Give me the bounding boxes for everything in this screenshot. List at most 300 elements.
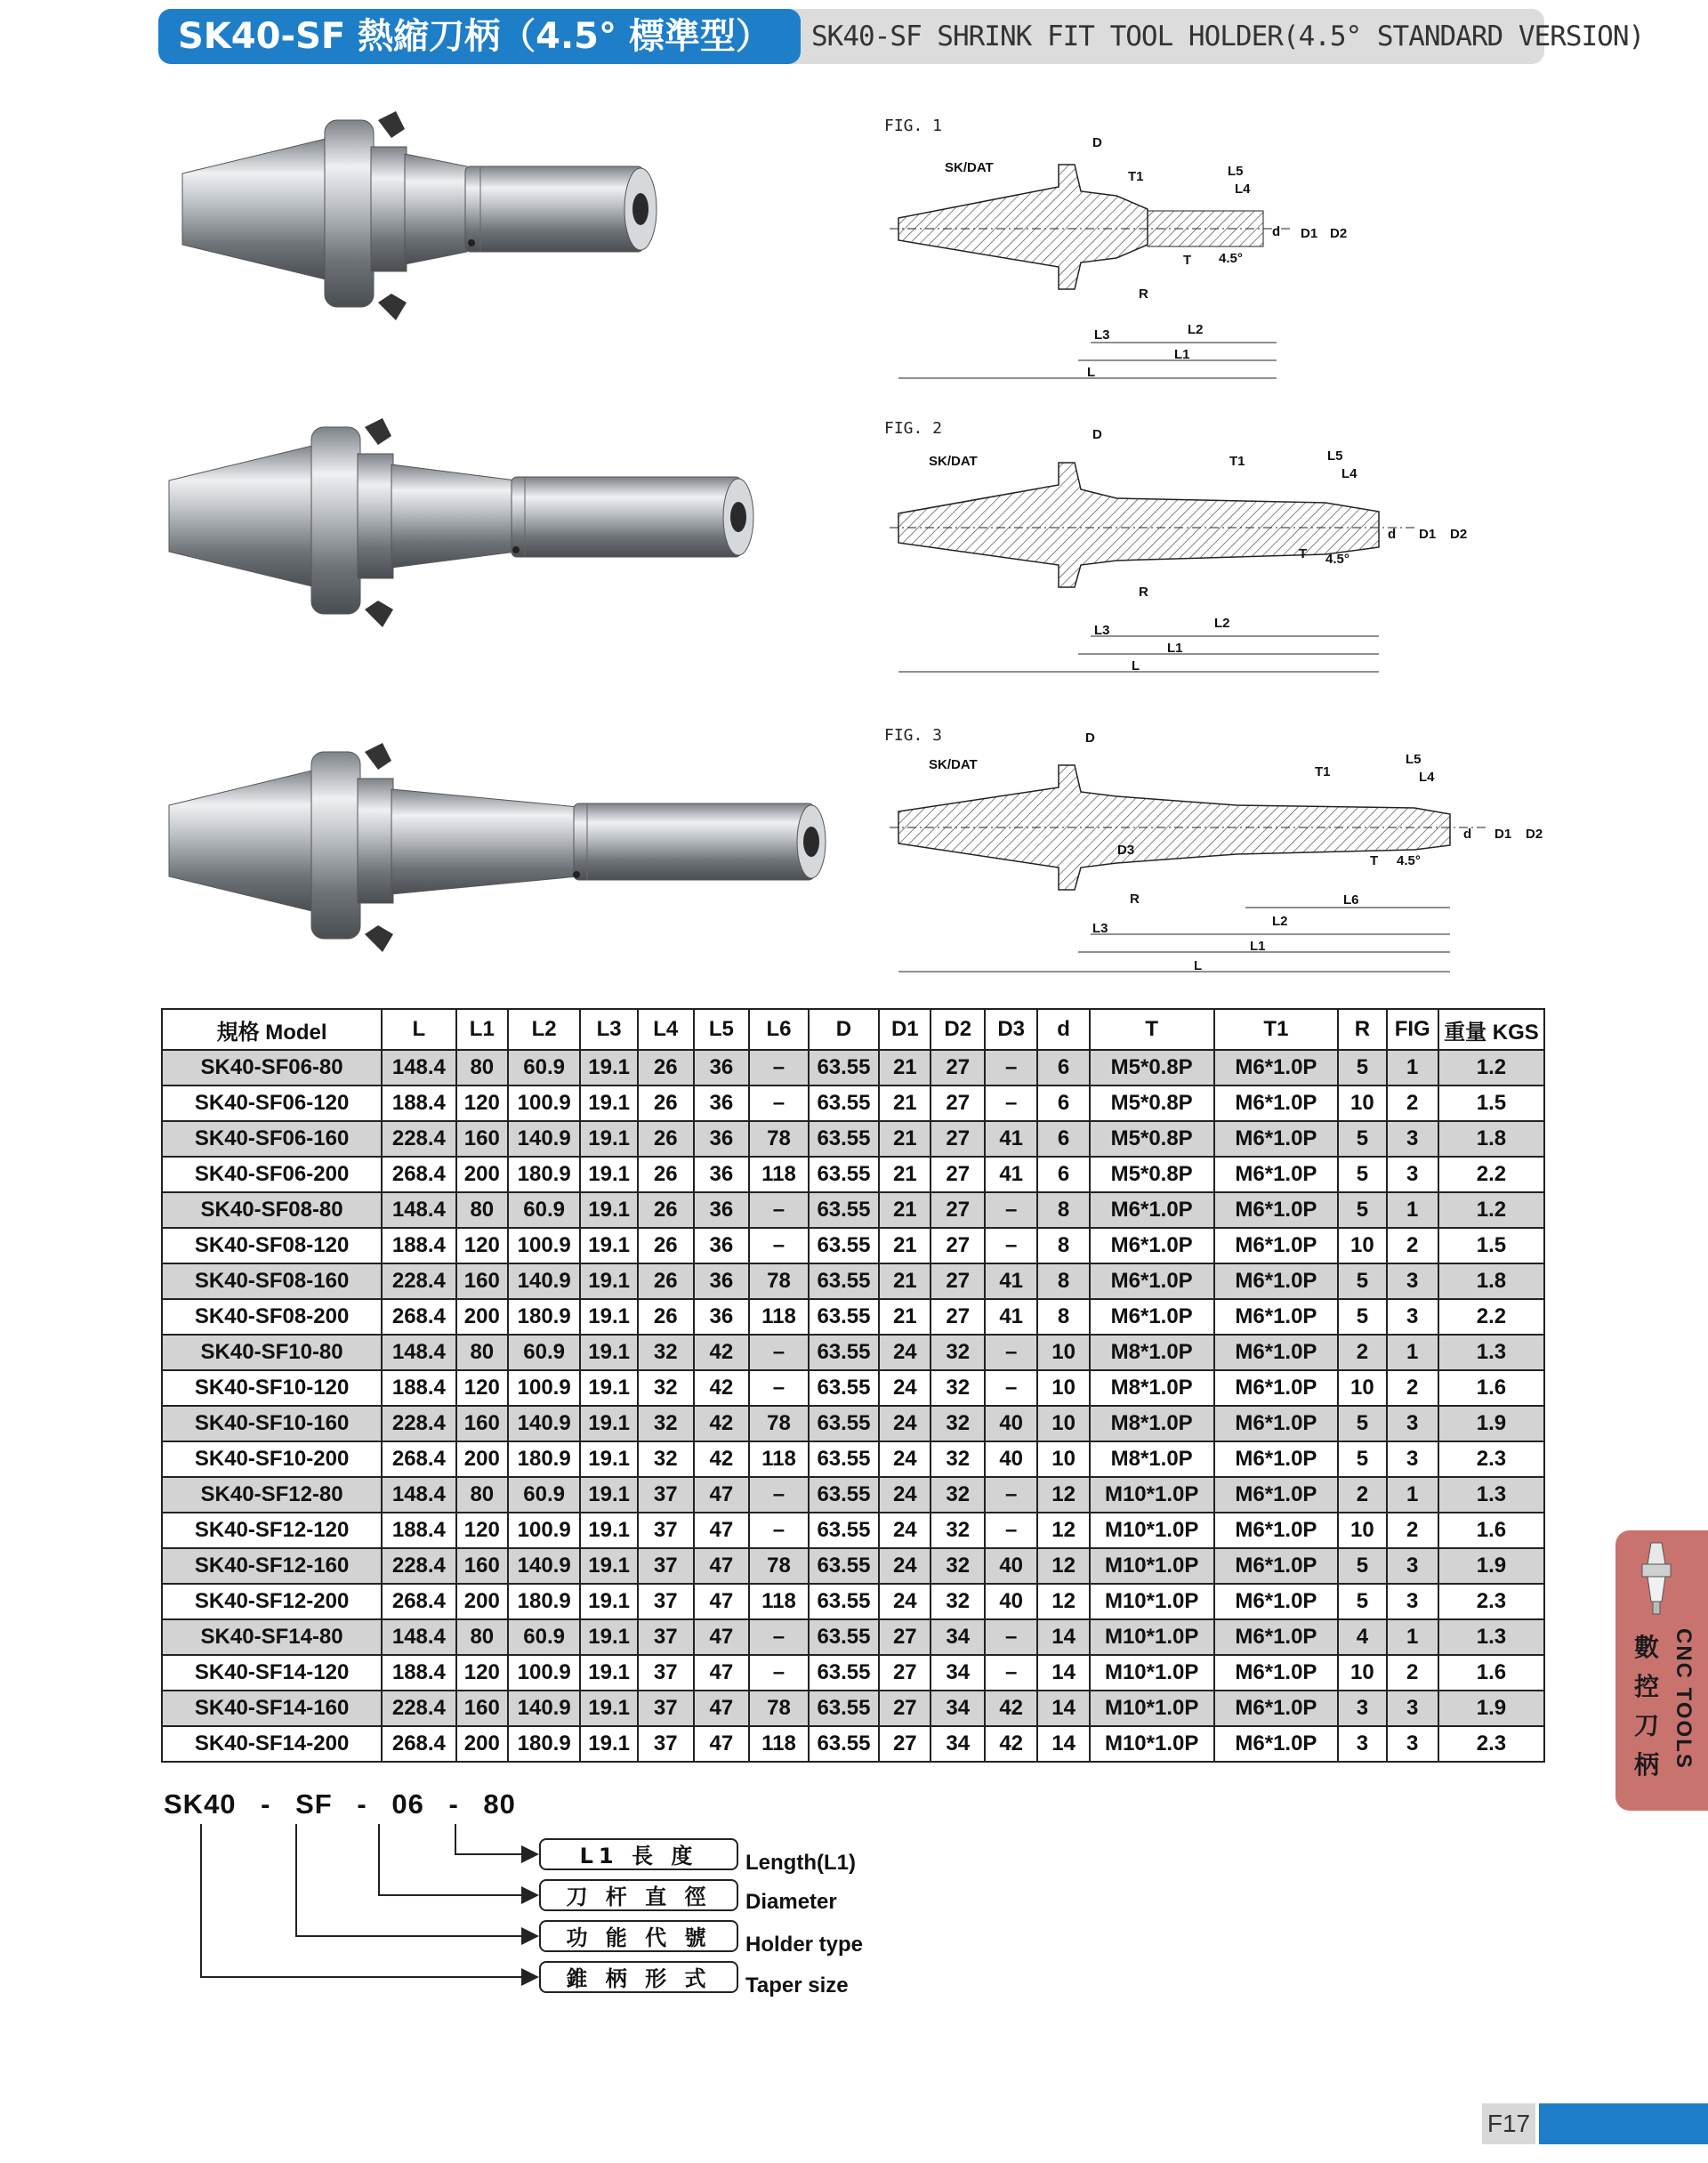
svg-text:T1: T1 — [1315, 764, 1331, 779]
table-cell: 228.4 — [382, 1548, 455, 1584]
table-cell: 80 — [456, 1619, 508, 1655]
table-cell: 100.9 — [508, 1228, 580, 1263]
svg-text:R: R — [1139, 287, 1148, 302]
table-cell: 19.1 — [580, 1406, 638, 1441]
table-cell: 26 — [638, 1086, 694, 1121]
code-part-length: 80 — [483, 1788, 516, 1820]
table-cell: 3 — [1387, 1121, 1438, 1157]
table-cell: 2 — [1387, 1086, 1438, 1121]
table-cell: 27 — [879, 1691, 931, 1726]
table-cell: 1.5 — [1438, 1228, 1544, 1263]
table-cell: 140.9 — [508, 1691, 580, 1726]
table-cell: 200 — [456, 1726, 508, 1762]
svg-text:L: L — [1087, 365, 1096, 380]
svg-text:D2: D2 — [1526, 827, 1543, 842]
table-cell: M5*0.8P — [1090, 1086, 1214, 1121]
table-header-cell: D1 — [879, 1009, 931, 1050]
table-cell: 37 — [638, 1477, 694, 1513]
svg-text:d: d — [1463, 827, 1472, 842]
table-cell: 19.1 — [580, 1477, 638, 1513]
table-cell: 19.1 — [580, 1655, 638, 1691]
table-cell: M8*1.0P — [1090, 1441, 1214, 1477]
table-cell: 148.4 — [382, 1335, 455, 1370]
table-cell: 3 — [1338, 1726, 1386, 1762]
model-cell: SK40-SF08-120 — [162, 1228, 382, 1263]
table-cell: 42 — [985, 1691, 1037, 1726]
table-cell: M10*1.0P — [1090, 1619, 1214, 1655]
table-cell: M6*1.0P — [1214, 1086, 1339, 1121]
table-cell: 2 — [1387, 1513, 1438, 1548]
model-cell: SK40-SF06-200 — [162, 1157, 382, 1192]
table-cell: 3 — [1387, 1726, 1438, 1762]
table-cell: 63.55 — [809, 1121, 879, 1157]
table-cell: – — [749, 1192, 809, 1228]
svg-text:T: T — [1183, 253, 1192, 268]
table-cell: M10*1.0P — [1090, 1691, 1214, 1726]
table-cell: 5 — [1338, 1263, 1386, 1299]
table-cell: 21 — [879, 1050, 931, 1086]
table-cell: M5*0.8P — [1090, 1050, 1214, 1086]
table-cell: 63.55 — [809, 1299, 879, 1335]
table-cell: 19.1 — [580, 1050, 638, 1086]
table-cell: 47 — [694, 1655, 750, 1691]
table-cell: 200 — [456, 1157, 508, 1192]
table-cell: 228.4 — [382, 1263, 455, 1299]
table-cell: 19.1 — [580, 1299, 638, 1335]
side-tab-cn — [1633, 1628, 1660, 1785]
table-cell: 4 — [1338, 1619, 1386, 1655]
table-cell: M6*1.0P — [1214, 1157, 1339, 1192]
table-cell: 63.55 — [809, 1513, 879, 1548]
table-cell: – — [749, 1513, 809, 1548]
table-cell: 19.1 — [580, 1192, 638, 1228]
table-cell: M6*1.0P — [1214, 1548, 1339, 1584]
svg-text:4.5°: 4.5° — [1325, 552, 1349, 567]
table-cell: 120 — [456, 1086, 508, 1121]
svg-text:4.5°: 4.5° — [1219, 251, 1243, 266]
table-header-cell: L5 — [694, 1009, 750, 1050]
svg-text:L4: L4 — [1419, 770, 1435, 785]
table-cell: 1.5 — [1438, 1086, 1544, 1121]
table-cell: 118 — [749, 1299, 809, 1335]
table-cell: 10 — [1338, 1513, 1386, 1548]
table-cell: M6*1.0P — [1214, 1619, 1339, 1655]
table-cell: – — [985, 1477, 1037, 1513]
table-cell: 200 — [456, 1299, 508, 1335]
table-cell: 37 — [638, 1655, 694, 1691]
svg-text:D1: D1 — [1494, 827, 1512, 842]
table-cell: 14 — [1037, 1655, 1089, 1691]
table-cell: 268.4 — [382, 1726, 455, 1762]
table-cell: 100.9 — [508, 1513, 580, 1548]
table-cell: 63.55 — [809, 1192, 879, 1228]
table-cell: 1.3 — [1438, 1619, 1544, 1655]
table-cell: 78 — [749, 1548, 809, 1584]
model-cell: SK40-SF12-160 — [162, 1548, 382, 1584]
table-cell: 24 — [879, 1441, 931, 1477]
table-cell: 19.1 — [580, 1086, 638, 1121]
table-cell: 10 — [1037, 1441, 1089, 1477]
table-cell: 60.9 — [508, 1050, 580, 1086]
svg-text:L1: L1 — [1250, 939, 1266, 954]
table-cell: 188.4 — [382, 1370, 455, 1406]
model-cell: SK40-SF06-120 — [162, 1086, 382, 1121]
table-cell: M6*1.0P — [1214, 1299, 1339, 1335]
table-cell: 63.55 — [809, 1157, 879, 1192]
table-cell: 19.1 — [580, 1584, 638, 1619]
table-cell: M5*0.8P — [1090, 1121, 1214, 1157]
table-cell: 1.2 — [1438, 1050, 1544, 1086]
legend-diameter-en: Diameter — [745, 1890, 837, 1914]
svg-text:L4: L4 — [1341, 466, 1358, 481]
table-cell: 2 — [1338, 1477, 1386, 1513]
table-cell: 47 — [694, 1726, 750, 1762]
table-header-cell: L2 — [508, 1009, 580, 1050]
model-cell: SK40-SF06-80 — [162, 1050, 382, 1086]
table-cell: 41 — [985, 1299, 1037, 1335]
table-cell: M6*1.0P — [1214, 1263, 1339, 1299]
table-cell: 24 — [879, 1335, 931, 1370]
table-cell: 32 — [931, 1513, 984, 1548]
table-header-cell: L — [382, 1009, 455, 1050]
svg-text:L4: L4 — [1235, 182, 1251, 197]
table-cell: 26 — [638, 1192, 694, 1228]
table-cell: 21 — [879, 1299, 931, 1335]
table-cell: 10 — [1037, 1335, 1089, 1370]
table-cell: 6 — [1037, 1121, 1089, 1157]
table-cell: 60.9 — [508, 1335, 580, 1370]
svg-text:L: L — [1194, 958, 1203, 973]
table-cell: 26 — [638, 1050, 694, 1086]
table-cell: 12 — [1037, 1584, 1089, 1619]
table-cell: 268.4 — [382, 1299, 455, 1335]
table-cell: 1.6 — [1438, 1370, 1544, 1406]
table-header-cell: T1 — [1214, 1009, 1339, 1050]
table-cell: 36 — [694, 1050, 750, 1086]
table-cell: 63.55 — [809, 1584, 879, 1619]
svg-text:d: d — [1388, 527, 1397, 542]
page-title-cn: SK40-SF 熱縮刀柄（4.5° 標準型） — [158, 9, 801, 64]
svg-text:L2: L2 — [1188, 322, 1204, 337]
table-cell: 160 — [456, 1406, 508, 1441]
svg-text:L5: L5 — [1228, 164, 1244, 179]
table-cell: 118 — [749, 1726, 809, 1762]
table-cell: 47 — [694, 1513, 750, 1548]
table-cell: 27 — [879, 1655, 931, 1691]
svg-text:D2: D2 — [1450, 527, 1468, 542]
table-header-cell: D — [809, 1009, 879, 1050]
table-cell: 26 — [638, 1157, 694, 1192]
table-cell: M6*1.0P — [1214, 1655, 1339, 1691]
model-cell: SK40-SF12-80 — [162, 1477, 382, 1513]
table-cell: 19.1 — [580, 1548, 638, 1584]
table-cell: 160 — [456, 1548, 508, 1584]
model-cell: SK40-SF14-80 — [162, 1619, 382, 1655]
table-cell: 120 — [456, 1228, 508, 1263]
table-header-cell: d — [1037, 1009, 1089, 1050]
table-cell: – — [749, 1228, 809, 1263]
svg-text:D: D — [1092, 427, 1102, 442]
svg-text:SK/DAT: SK/DAT — [929, 757, 978, 772]
table-cell: 160 — [456, 1691, 508, 1726]
model-cell: SK40-SF10-200 — [162, 1441, 382, 1477]
model-cell: SK40-SF14-200 — [162, 1726, 382, 1762]
table-cell: 63.55 — [809, 1477, 879, 1513]
table-cell: 3 — [1338, 1691, 1386, 1726]
table-cell: 1 — [1387, 1050, 1438, 1086]
svg-text:L3: L3 — [1094, 623, 1110, 638]
side-tab-char: 刀 — [1633, 1711, 1659, 1740]
table-cell: 32 — [638, 1441, 694, 1477]
table-header-cell: FIG — [1387, 1009, 1438, 1050]
table-cell: 80 — [456, 1050, 508, 1086]
table-cell: M6*1.0P — [1214, 1335, 1339, 1370]
table-cell: 24 — [879, 1370, 931, 1406]
table-cell: 3 — [1387, 1406, 1438, 1441]
table-cell: 24 — [879, 1406, 931, 1441]
table-cell: 42 — [694, 1406, 750, 1441]
table-cell: 1 — [1387, 1335, 1438, 1370]
table-cell: 160 — [456, 1121, 508, 1157]
table-cell: 19.1 — [580, 1263, 638, 1299]
table-cell: – — [749, 1619, 809, 1655]
svg-text:D1: D1 — [1419, 527, 1437, 542]
table-cell: 160 — [456, 1263, 508, 1299]
table-cell: 140.9 — [508, 1548, 580, 1584]
code-separator: - — [448, 1788, 459, 1820]
table-cell: 42 — [694, 1335, 750, 1370]
table-cell: 228.4 — [382, 1121, 455, 1157]
table-cell: 2 — [1387, 1370, 1438, 1406]
table-cell: M6*1.0P — [1214, 1691, 1339, 1726]
table-cell: – — [985, 1335, 1037, 1370]
svg-text:SK/DAT: SK/DAT — [929, 454, 978, 469]
fig2-label: FIG. 2 — [884, 419, 943, 438]
table-cell: 1.6 — [1438, 1513, 1544, 1548]
table-cell: 10 — [1338, 1370, 1386, 1406]
table-cell: – — [985, 1192, 1037, 1228]
table-cell: 1.3 — [1438, 1335, 1544, 1370]
table-cell: – — [985, 1228, 1037, 1263]
svg-text:D3: D3 — [1117, 843, 1135, 858]
table-cell: 3 — [1387, 1263, 1438, 1299]
table-cell: 118 — [749, 1584, 809, 1619]
table-cell: 6 — [1037, 1086, 1089, 1121]
table-cell: 2.2 — [1438, 1299, 1544, 1335]
table-cell: 10 — [1037, 1370, 1089, 1406]
svg-text:R: R — [1139, 585, 1148, 600]
legend-taper-cn: 錐 柄 形 式 — [539, 1961, 738, 1993]
table-cell: 42 — [985, 1726, 1037, 1762]
table-cell: 37 — [638, 1619, 694, 1655]
model-cell: SK40-SF12-120 — [162, 1513, 382, 1548]
table-cell: – — [749, 1335, 809, 1370]
table-cell: M6*1.0P — [1214, 1121, 1339, 1157]
table-cell: M6*1.0P — [1214, 1228, 1339, 1263]
table-cell: 5 — [1338, 1299, 1386, 1335]
table-cell: 26 — [638, 1228, 694, 1263]
table-cell: 5 — [1338, 1548, 1386, 1584]
table-cell: 140.9 — [508, 1263, 580, 1299]
table-cell: 40 — [985, 1584, 1037, 1619]
table-header-cell: L3 — [580, 1009, 638, 1050]
code-part-type: SF — [295, 1788, 333, 1820]
table-cell: 63.55 — [809, 1335, 879, 1370]
table-cell: 148.4 — [382, 1477, 455, 1513]
table-cell: 180.9 — [508, 1441, 580, 1477]
table-cell: M6*1.0P — [1214, 1370, 1339, 1406]
table-cell: – — [749, 1655, 809, 1691]
table-cell: 3 — [1387, 1691, 1438, 1726]
table-cell: 1.8 — [1438, 1263, 1544, 1299]
table-cell: 14 — [1037, 1619, 1089, 1655]
table-cell: 37 — [638, 1584, 694, 1619]
model-cell: SK40-SF10-80 — [162, 1335, 382, 1370]
table-cell: 180.9 — [508, 1157, 580, 1192]
table-cell: M6*1.0P — [1214, 1192, 1339, 1228]
table-cell: 268.4 — [382, 1584, 455, 1619]
table-cell: M10*1.0P — [1090, 1726, 1214, 1762]
table-cell: 5 — [1338, 1192, 1386, 1228]
table-cell: 78 — [749, 1691, 809, 1726]
table-cell: – — [985, 1513, 1037, 1548]
table-cell: 32 — [931, 1335, 984, 1370]
table-cell: 78 — [749, 1263, 809, 1299]
table-cell: 41 — [985, 1121, 1037, 1157]
table-cell: 36 — [694, 1192, 750, 1228]
table-cell: – — [985, 1050, 1037, 1086]
table-cell: 3 — [1387, 1584, 1438, 1619]
table-cell: 118 — [749, 1157, 809, 1192]
table-cell: 1.9 — [1438, 1548, 1544, 1584]
table-cell: 5 — [1338, 1121, 1386, 1157]
table-cell: M8*1.0P — [1090, 1335, 1214, 1370]
table-cell: M6*1.0P — [1214, 1513, 1339, 1548]
table-cell: M8*1.0P — [1090, 1406, 1214, 1441]
table-cell: 24 — [879, 1584, 931, 1619]
table-cell: 5 — [1338, 1406, 1386, 1441]
table-cell: 6 — [1037, 1050, 1089, 1086]
table-cell: – — [985, 1655, 1037, 1691]
side-tab-char: 控 — [1633, 1672, 1659, 1701]
table-cell: 27 — [931, 1192, 984, 1228]
table-cell: 27 — [931, 1263, 984, 1299]
table-cell: 27 — [931, 1157, 984, 1192]
table-header-cell: L6 — [749, 1009, 809, 1050]
table-cell: 27 — [879, 1726, 931, 1762]
svg-text:T: T — [1299, 546, 1308, 561]
svg-text:D2: D2 — [1330, 226, 1348, 241]
table-cell: M6*1.0P — [1090, 1228, 1214, 1263]
table-cell: 80 — [456, 1477, 508, 1513]
table-cell: 12 — [1037, 1513, 1089, 1548]
table-cell: 34 — [931, 1726, 984, 1762]
table-cell: 21 — [879, 1121, 931, 1157]
table-cell: 27 — [931, 1121, 984, 1157]
table-header-cell: R — [1338, 1009, 1386, 1050]
legend-holder-type-cn: 功 能 代 號 — [539, 1920, 738, 1952]
code-separator: - — [261, 1788, 271, 1820]
svg-text:SK/DAT: SK/DAT — [945, 160, 994, 175]
table-cell: 1.6 — [1438, 1655, 1544, 1691]
table-cell: 2 — [1387, 1655, 1438, 1691]
table-cell: 37 — [638, 1691, 694, 1726]
table-cell: 32 — [931, 1406, 984, 1441]
table-cell: 36 — [694, 1121, 750, 1157]
legend-length-en: Length(L1) — [745, 1851, 856, 1875]
model-cell: SK40-SF10-160 — [162, 1406, 382, 1441]
table-cell: 19.1 — [580, 1619, 638, 1655]
table-cell: 1.8 — [1438, 1121, 1544, 1157]
model-cell: SK40-SF14-120 — [162, 1655, 382, 1691]
table-cell: 19.1 — [580, 1441, 638, 1477]
svg-text:R: R — [1130, 892, 1140, 907]
table-cell: 47 — [694, 1584, 750, 1619]
table-cell: 80 — [456, 1192, 508, 1228]
table-cell: 36 — [694, 1157, 750, 1192]
table-cell: 188.4 — [382, 1228, 455, 1263]
table-cell: 19.1 — [580, 1157, 638, 1192]
table-cell: 27 — [931, 1086, 984, 1121]
table-cell: 41 — [985, 1157, 1037, 1192]
table-cell: 14 — [1037, 1726, 1089, 1762]
table-cell: 19.1 — [580, 1726, 638, 1762]
table-cell: M10*1.0P — [1090, 1655, 1214, 1691]
table-cell: M8*1.0P — [1090, 1370, 1214, 1406]
table-header-cell: L4 — [638, 1009, 694, 1050]
svg-text:D: D — [1085, 730, 1095, 746]
svg-text:L2: L2 — [1272, 914, 1288, 929]
table-cell: – — [749, 1086, 809, 1121]
table-cell: 42 — [694, 1441, 750, 1477]
table-cell: 40 — [985, 1441, 1037, 1477]
table-cell: 19.1 — [580, 1335, 638, 1370]
table-cell: 24 — [879, 1513, 931, 1548]
table-cell: 180.9 — [508, 1584, 580, 1619]
page-title-en: SK40-SF SHRINK FIT TOOL HOLDER(4.5° STANDARD VERSION) — [811, 20, 1645, 52]
table-cell: 10 — [1338, 1655, 1386, 1691]
model-cell: SK40-SF08-160 — [162, 1263, 382, 1299]
table-cell: 148.4 — [382, 1050, 455, 1086]
table-cell: 80 — [456, 1335, 508, 1370]
table-cell: 32 — [638, 1406, 694, 1441]
table-cell: 32 — [638, 1370, 694, 1406]
table-cell: – — [985, 1370, 1037, 1406]
table-cell: 34 — [931, 1691, 984, 1726]
table-cell: 140.9 — [508, 1406, 580, 1441]
table-cell: 228.4 — [382, 1691, 455, 1726]
table-cell: 100.9 — [508, 1655, 580, 1691]
table-cell: 63.55 — [809, 1263, 879, 1299]
table-cell: 32 — [931, 1477, 984, 1513]
table-cell: 47 — [694, 1477, 750, 1513]
code-part-taper: SK40 — [164, 1788, 237, 1820]
table-cell: 120 — [456, 1655, 508, 1691]
table-cell: – — [985, 1619, 1037, 1655]
table-cell: M6*1.0P — [1090, 1263, 1214, 1299]
table-cell: 3 — [1387, 1157, 1438, 1192]
code-part-diameter: 06 — [391, 1788, 424, 1820]
table-cell: 78 — [749, 1121, 809, 1157]
table-cell: M6*1.0P — [1090, 1299, 1214, 1335]
table-cell: 8 — [1037, 1192, 1089, 1228]
table-header-cell: D3 — [985, 1009, 1037, 1050]
table-cell: 8 — [1037, 1228, 1089, 1263]
table-cell: 8 — [1037, 1263, 1089, 1299]
table-cell: 63.55 — [809, 1655, 879, 1691]
table-cell: 41 — [985, 1263, 1037, 1299]
table-cell: 60.9 — [508, 1192, 580, 1228]
